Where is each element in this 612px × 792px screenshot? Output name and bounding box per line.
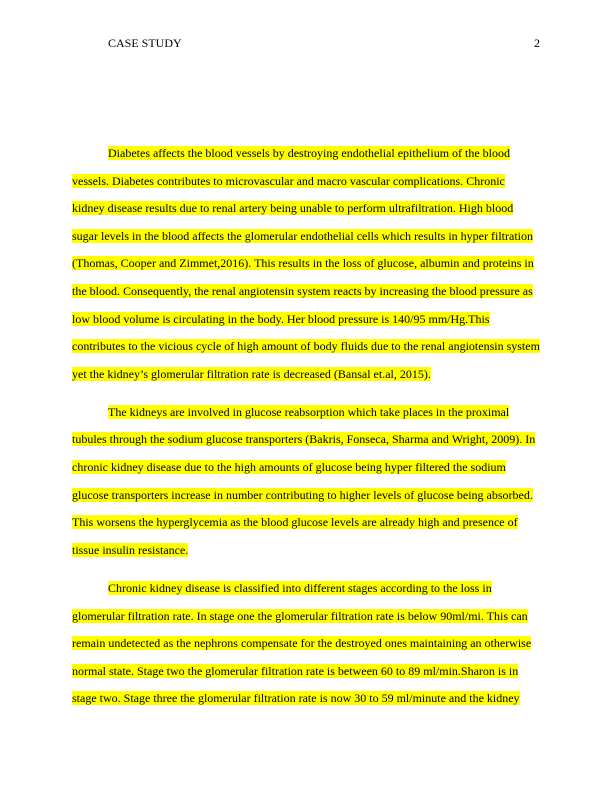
paragraph-3-line-2 (72, 603, 540, 631)
paragraph-3-line-1 (72, 575, 540, 603)
highlighted-text: normal state. Stage two the glomerular filtration rate is between 60 to 89 ml/min.Sharon is in (72, 663, 519, 678)
highlighted-text: Chronic kidney disease is classified into different stages according to the loss in (108, 580, 492, 595)
paragraph-3-line-3 (72, 630, 540, 658)
highlighted-text: contributes to the vicious cycle of high amount of body fluids due to the renal angiotensin system (72, 339, 540, 354)
page-number: 2 (534, 36, 540, 50)
highlighted-text: tissue insulin resistance. (72, 542, 189, 557)
highlighted-text: kidney disease results due to renal artery being unable to perform ultrafiltration. High blood (72, 201, 514, 216)
paragraph-2-line-3 (72, 454, 540, 482)
paragraph-2-line-4 (72, 482, 540, 510)
highlighted-text: This worsens the hyperglycemia as the blood glucose levels are already high and presence of (72, 515, 518, 530)
paragraph-1-line-5 (72, 250, 540, 278)
body-text (72, 140, 540, 713)
paragraph-3-line-4 (72, 658, 540, 686)
paragraph-1-line-1 (72, 140, 540, 168)
highlighted-text: The kidneys are involved in glucose reabsorption which take places in the proximal (108, 404, 510, 419)
highlighted-text: yet the kidney’s glomerular filtration rate is decreased (Bansal et.al, 2015). (72, 366, 431, 381)
highlighted-text: vessels. Diabetes contributes to microvascular and macro vascular complications. Chronic (72, 173, 505, 188)
highlighted-text: remain undetected as the nephrons compensate for the destroyed ones maintaining an otherwise (72, 636, 532, 651)
highlighted-text: the blood. Consequently, the renal angiotensin system reacts by increasing the blood pressure as (72, 283, 533, 298)
paragraph-1-line-7 (72, 306, 540, 334)
highlighted-text: chronic kidney disease due to the high amounts of glucose being hyper filtered the sodium (72, 460, 506, 475)
paragraph-1-line-3 (72, 195, 540, 223)
paragraph-2-line-2 (72, 426, 540, 454)
paragraph-1-line-8 (72, 333, 540, 361)
highlighted-text: sugar levels in the blood affects the glomerular endothelial cells which results in hyper filtration (72, 228, 533, 243)
highlighted-text: Diabetes affects the blood vessels by destroying endothelial epithelium of the blood (108, 146, 511, 160)
paragraph-2-line-6 (72, 537, 540, 565)
paragraph-2-line-1 (72, 399, 540, 427)
highlighted-text: stage two. Stage three the glomerular filtration rate is now 30 to 59 ml/minute and the kidney (72, 691, 520, 706)
paragraph-1-line-4 (72, 223, 540, 251)
running-head: CASE STUDY (108, 36, 182, 50)
highlighted-text: tubules through the sodium glucose transporters (Bakris, Fonseca, Sharma and Wright, 2009). In (72, 432, 536, 447)
paragraph-1-line-9 (72, 361, 540, 389)
paragraph-3-line-5 (72, 685, 540, 713)
paragraph-1-line-2 (72, 168, 540, 196)
highlighted-text: (Thomas, Cooper and Zimmet,2016). This results in the loss of glucose, albumin and proteins in (72, 256, 534, 271)
highlighted-text: glucose transporters increase in number contributing to higher levels of glucose being absorbed. (72, 487, 533, 502)
highlighted-text: low blood volume is circulating in the body. Her blood pressure is 140/95 mm/Hg.This (72, 311, 490, 326)
paragraph-1-line-6 (72, 278, 540, 306)
paragraph-2-line-5 (72, 509, 540, 537)
highlighted-text: glomerular filtration rate. In stage one the glomerular filtration rate is below 90ml/mi. This can (72, 608, 528, 623)
